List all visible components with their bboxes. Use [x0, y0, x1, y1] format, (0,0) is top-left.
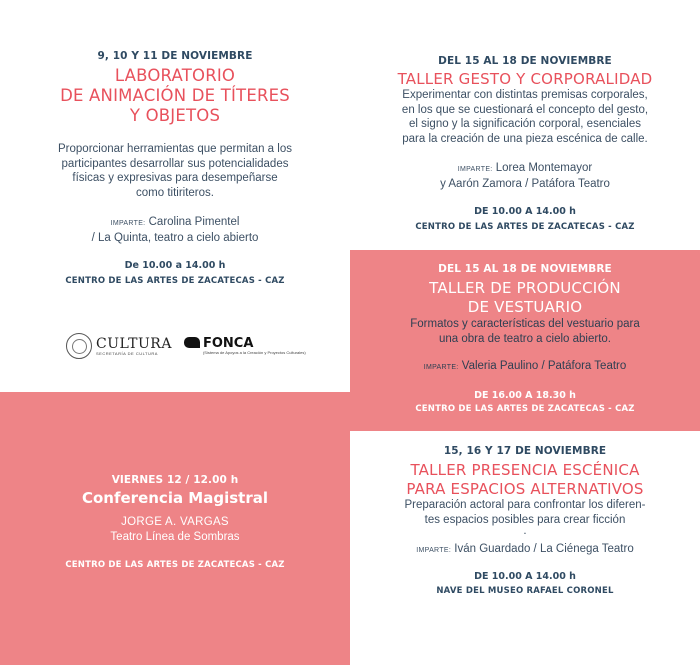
cultura-subtitle: SECRETARÍA DE CULTURA [96, 350, 158, 356]
imparte-label: IMPARTE: [457, 166, 493, 173]
instructor-name: Valeria Paulino / Patáfora Teatro [461, 360, 627, 372]
laboratorio-title [0, 66, 350, 126]
instructor-company: y Aarón Zamora / Patáfora Teatro [440, 178, 610, 190]
conferencia-company: Teatro Línea de Sombras [110, 531, 240, 543]
presencia-dates: 15, 16 Y 17 DE NOVIEMBRE [443, 445, 607, 457]
cultura-wordmark: CULTURA [96, 335, 172, 352]
laboratorio-panel [0, 0, 350, 392]
gesto-time: DE 10.00 A 14.00 h [474, 206, 576, 217]
vestuario-title [350, 279, 700, 317]
fonca-subtitle: (Sistema de Apoyos a la Creación y Proyectos Culturales) [202, 350, 306, 355]
imparte-label: IMPARTE: [416, 547, 452, 554]
presencia-venue: NAVE DEL MUSEO RAFAEL CORONEL [436, 586, 614, 596]
description-line: como titiriteros. [136, 186, 214, 199]
presencia-title [350, 461, 700, 499]
vestuario-imparte [350, 359, 700, 375]
conferencia-panel [0, 392, 350, 665]
fonca-wordmark: FONCA [202, 336, 254, 351]
description-line: Proporcionar herramientas que permitan a los [58, 143, 292, 155]
conferencia-title: Conferencia Magistral [81, 489, 268, 507]
gesto-description [350, 88, 700, 146]
description-line: una obra de teatro a cielo abierto. [439, 332, 611, 345]
description-line: el signo y la significación corporal, esenciales [408, 118, 642, 130]
laboratorio-title-line: Y OBJETOS [129, 106, 221, 125]
vestuario-panel [350, 250, 700, 431]
conferencia-speaker: JORGE A. VARGAS [121, 516, 229, 528]
conferencia-venue: CENTRO DE LAS ARTES DE ZACATECAS - CAZ [65, 560, 285, 570]
vestuario-venue: CENTRO DE LAS ARTES DE ZACATECAS - CAZ [415, 404, 635, 414]
gesto-panel [350, 0, 700, 250]
gesto-title: TALLER GESTO Y CORPORALIDAD [397, 70, 653, 88]
cultura-seal-icon [66, 333, 92, 359]
cultura-logo [96, 337, 172, 356]
imparte-label: IMPARTE: [110, 220, 146, 227]
fonca-logo [184, 337, 306, 355]
instructor-name: Lorea Montemayor [495, 162, 593, 174]
laboratorio-venue: CENTRO DE LAS ARTES DE ZACATECAS - CAZ [65, 276, 285, 286]
presencia-imparte [350, 542, 700, 558]
imparte-label: IMPARTE: [423, 364, 459, 371]
description-line: físicas y expresivas para desempeñarse [72, 172, 278, 184]
presencia-panel [350, 431, 700, 665]
presencia-description [350, 498, 700, 535]
description-line: Preparación actoral para confrontar los diferen- [404, 499, 646, 511]
description-line: Formatos y características del vestuario para [410, 318, 640, 330]
description-line: para la creación de una pieza escénica de calle. [402, 132, 648, 145]
vestuario-title-line: DE VESTUARIO [467, 298, 583, 316]
laboratorio-title-line: DE ANIMACIÓN DE TÍTERES [60, 86, 290, 105]
gesto-venue: CENTRO DE LAS ARTES DE ZACATECAS - CAZ [415, 222, 635, 232]
instructor-name: Iván Guardado / La Ciénega Teatro [454, 543, 634, 555]
laboratorio-description [0, 142, 350, 200]
gesto-dates: DEL 15 AL 18 DE NOVIEMBRE [438, 55, 612, 67]
laboratorio-dates: 9, 10 Y 11 DE NOVIEMBRE [97, 50, 253, 62]
fonca-mark-icon [184, 337, 200, 348]
gesto-imparte [350, 161, 700, 192]
laboratorio-imparte [0, 215, 350, 246]
vestuario-title-line: TALLER DE PRODUCCIÓN [429, 279, 621, 297]
presencia-time: DE 10.00 A 14.00 h [474, 571, 576, 582]
instructor-company: / La Quinta, teatro a cielo abierto [91, 232, 259, 244]
laboratorio-time: De 10.00 a 14.00 h [124, 260, 226, 271]
laboratorio-title-line: LABORATORIO [114, 66, 236, 85]
description-line: . [523, 525, 527, 537]
presencia-title-line: TALLER PRESENCIA ESCÉNICA [410, 461, 640, 479]
sponsor-logos [66, 333, 306, 359]
presencia-title-line: PARA ESPACIOS ALTERNATIVOS [406, 480, 644, 498]
vestuario-dates: DEL 15 AL 18 DE NOVIEMBRE [438, 263, 612, 275]
description-line: tes espacios posibles para crear ficción [424, 513, 626, 526]
instructor-name: Carolina Pimentel [148, 216, 240, 228]
vestuario-description [350, 317, 700, 346]
description-line: Experimentar con distintas premisas corporales, [402, 89, 648, 101]
description-line: participantes desarrollar sus potencialidades [61, 157, 289, 170]
description-line: en los que se cuestionará el concepto del gesto, [401, 103, 649, 116]
vestuario-time: DE 16.00 A 18.30 h [474, 390, 576, 401]
conferencia-dates: VIERNES 12 / 12.00 h [111, 474, 239, 486]
